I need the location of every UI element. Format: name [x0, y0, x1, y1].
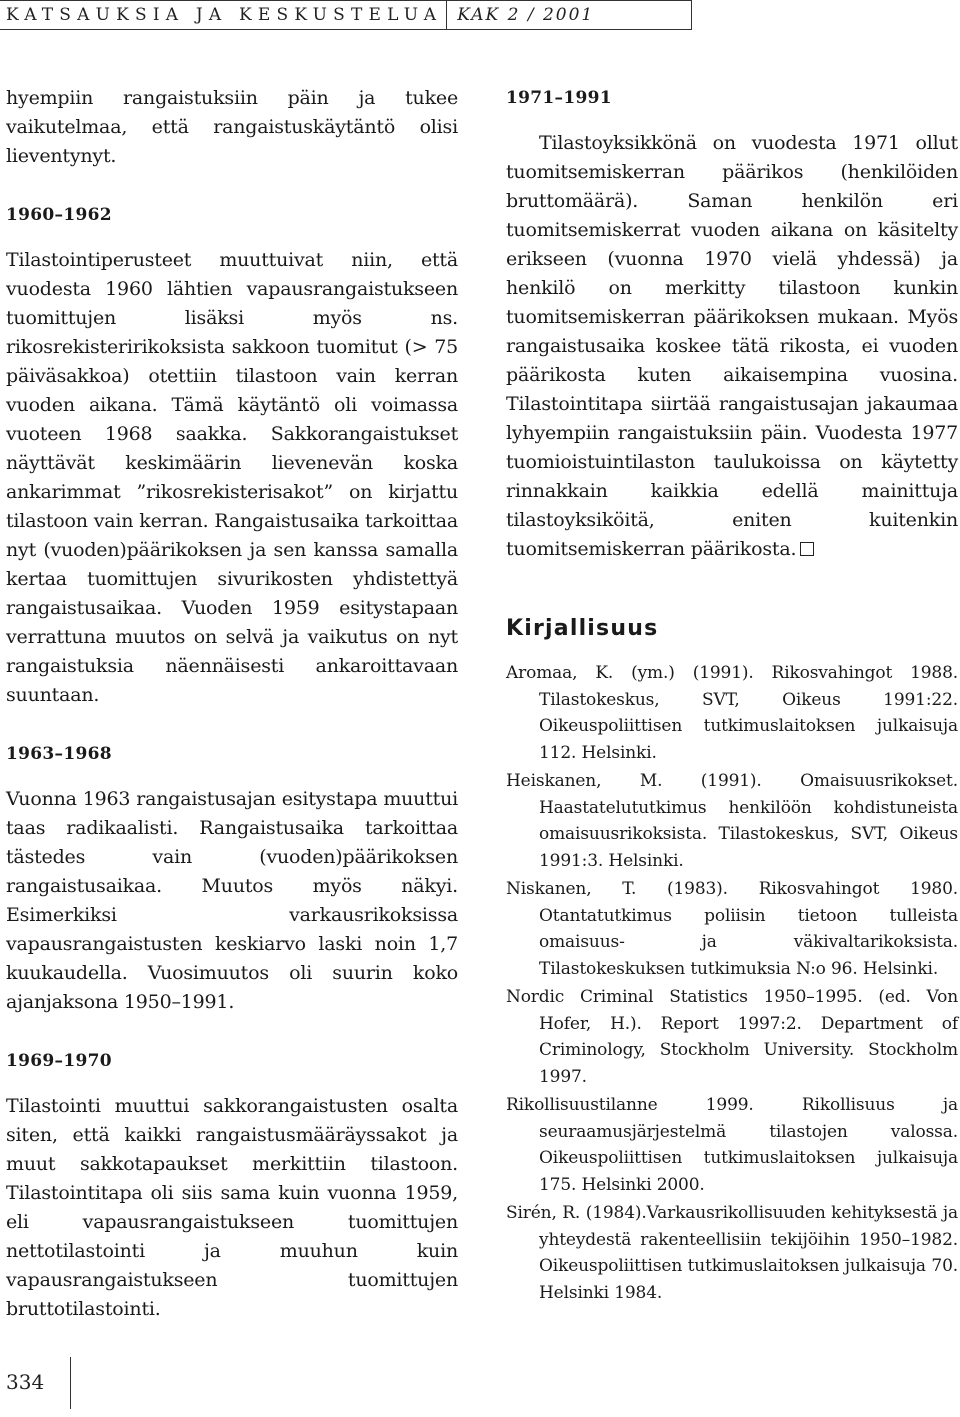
section-text-1971-1991 [506, 129, 958, 564]
reference-item: Niskanen, T. (1983). Rikosvahingot 1980. Otantatutkimus poliisin tietoon tulleista omaisuus- ja väkivaltarikoksista. Tilastokeskuksen tutkimuksia N:o 96. Helsinki. [506, 879, 958, 979]
section-text-1971-1991-content: Tilastoyksikkönä on vuodesta 1971 ollut tuomitsemiskerran päärikos (henkilöiden bruttomäärä). Saman henkilön eri tuomitsemiskerrat vuoden aikana on käsitelty erikseen (vuonna 1970 vielä yhdessä) ja henkilö on merkitty tilastoon kunkin tuomitsemiskerran päärikoksen mukaan. Myös rangaistusaika koskee tätä rikosta, ei vuoden päärikosta kuten aikaisempina vuosina. Tilastointitapa siirtää rangaistusajan jakaumaa lyhyempiin rangaistuksiin päin. Vuodesta 1977 tuomioistuintilaston taulukoissa on käytetty rinnakkain kaikkia edellä mainittuja tilastoyksiköitä, eniten kuitenkin tuomitsemiskerran päärikosta. [506, 132, 958, 560]
reference-item: Nordic Criminal Statistics 1950–1995. (ed. Von Hofer, H.). Report 1997:2. Department of Criminology, Stockholm University. Stockholm 1997. [506, 987, 958, 1087]
issue-label: KAK 2 / 2001 [457, 5, 595, 25]
section-heading-1969-1970: 1969–1970 [6, 1051, 112, 1071]
section-heading-1971-1991: 1971–1991 [506, 88, 612, 108]
reference-item: Sirén, R. (1984).Varkausrikollisuuden kehityksestä ja yhteydestä rakenteellisiin tekijöihin 1950–1982. Oikeuspoliittisen tutkimuslaitoksen julkaisuja 70. Helsinki 1984. [506, 1203, 958, 1303]
header-divider [446, 0, 447, 30]
reference-list [506, 660, 958, 1306]
section-text-1960-1962: Tilastointiperusteet muuttuivat niin, että vuodesta 1960 lähtien vapausrangaistukseen tuomittujen lisäksi myös ns. rikosrekisteririkoksista sakkoon tuomitut (> 75 päiväsakkoa) otettiin tilastoon vain kerran vuoden aikana. Tämä käytäntö oli voimassa vuoteen 1968 saakka. Sakkorangaistukset näyttävät keskimäärin lievenevän koska ankarimmat ”rikosrekisterisakot” on kirjattu tilastoon vain kerran. Rangaistusaika tarkoittaa nyt (vuoden)päärikoksen ja sen kanssa samalla kertaa tuomittujen sivurikosten yhdistettyä rangaistusaikaa. Vuoden 1959 esitystapaan verrattuna muutos on selvä ja vaikutus on nyt rangaistuksia näennäisesti ankaroittavaan suuntaan. [6, 249, 458, 706]
literature-heading: Kirjallisuus [506, 616, 659, 641]
footer-rule [70, 1357, 71, 1409]
journal-section-title: KATSAUKSIA JA KESKUSTELUA [6, 5, 443, 25]
right-column [506, 84, 958, 1308]
section-heading-1963-1968: 1963–1968 [6, 744, 112, 764]
reference-item: Heiskanen, M. (1991). Omaisuusrikokset. Haastatelututkimus henkilöön kohdistuneista omaisuusrikoksista. Tilastokeskus, SVT, Oikeus 1991:3. Helsinki. [506, 771, 958, 871]
left-column [6, 84, 458, 1324]
intro-paragraph: hyempiin rangaistuksiin päin ja tukee vaikutelmaa, että rangaistuskäytäntö olisi lieventynyt. [6, 87, 458, 167]
section-text-1969-1970: Tilastointi muuttui sakkorangaistusten osalta siten, että kaikki rangaistusmääräyssakot ja muut sakkotapaukset merkittiin tilastoon. Tilastointitapa oli siis sama kuin vuonna 1959, eli vapausrangaistukseen tuomittujen nettotilastointi ja muuhun kuin vapausrangaistukseen tuomittujen bruttotilastointi. [6, 1095, 458, 1320]
section-heading-1960-1962: 1960–1962 [6, 205, 112, 225]
end-of-article-mark-icon [800, 542, 814, 556]
running-header [0, 0, 692, 30]
reference-item: Rikollisuustilanne 1999. Rikollisuus ja seuraamusjärjestelmä tilastojen valossa. Oikeuspoliittisen tutkimuslaitoksen julkaisuja 175. Helsinki 2000. [506, 1095, 958, 1195]
page-number: 334 [6, 1370, 45, 1394]
section-text-1963-1968: Vuonna 1963 rangaistusajan esitystapa muuttui taas radikaalisti. Rangaistusaika tarkoittaa tästedes vain (vuoden)päärikoksen rangaistusaikaa. Muutos myös näkyi. Esimerkiksi varkausrikoksissa vapausrangaistusten keskiarvo laski noin 1,7 kuukaudella. Vuosimuutos oli suurin koko ajanjaksona 1950–1991. [6, 788, 458, 1013]
reference-item: Aromaa, K. (ym.) (1991). Rikosvahingot 1988. Tilastokeskus, SVT, Oikeus 1991:22. Oikeuspoliittisen tutkimuslaitoksen julkaisuja 112. Helsinki. [506, 663, 958, 763]
